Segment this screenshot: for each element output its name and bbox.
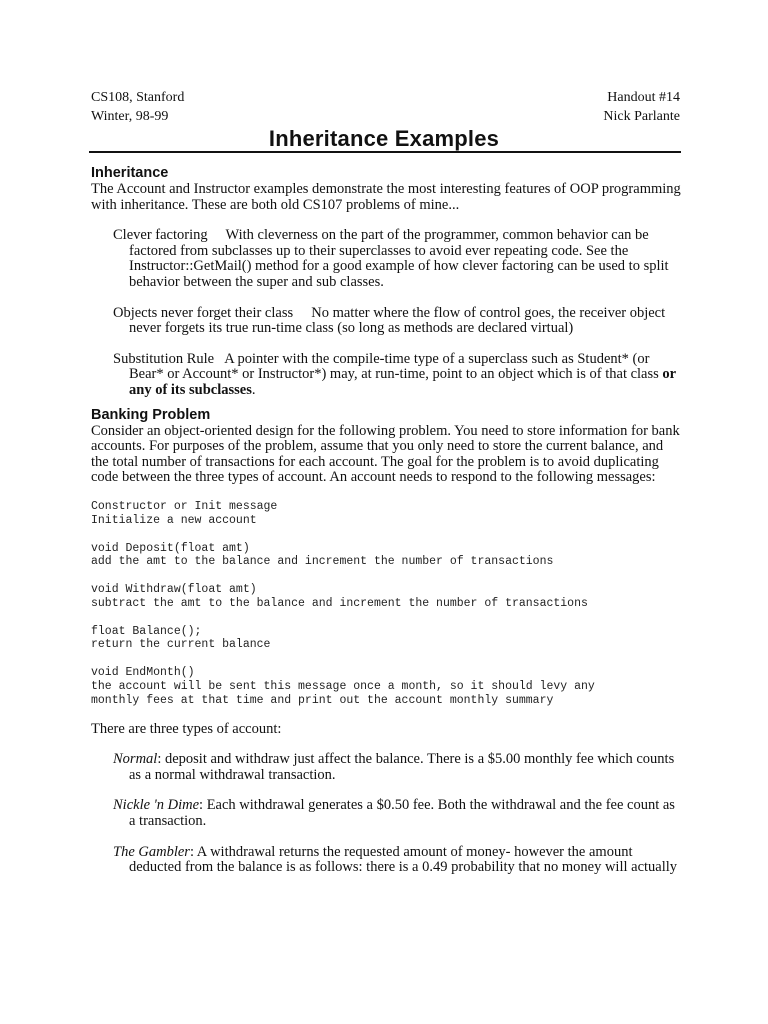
message-signature: void Withdraw(float amt) [91,583,257,597]
message-item [91,625,683,653]
message-description: subtract the amt to the balance and increment the number of transactions [91,596,588,610]
item-term: Clever factoring [113,227,208,244]
document-body [91,164,683,876]
account-type-name: Normal [113,751,158,768]
account-type-text: : A withdrawal returns the requested amount of money- however the amount deducted from the balance is as follows: there is a 0.49 probability that no money will actually [129,843,678,876]
message-item [91,542,683,570]
inheritance-item [113,228,683,290]
account-type [113,798,683,829]
message-item [91,500,683,528]
item-text: With cleverness on the part of the programmer, common behavior can be factored from subclasses up to their superclasses to avoid ever repeating code. See the Instructor::GetMail() method for a good example of how clever factoring can be used to split behavior between the super and sub classes. [129,227,669,290]
message-signature: void Deposit(float amt) [91,541,250,555]
item-term: Substitution Rule [113,350,215,367]
term-label: Winter, 98-99 [91,109,169,124]
page-title: Inheritance Examples [268,126,500,151]
message-signature: void EndMonth() [91,666,195,680]
inheritance-item [113,352,683,399]
author-label: Nick Parlante [603,109,680,124]
handout-label: Handout #14 [607,90,680,105]
banking-heading: Banking Problem [91,406,211,423]
title-rule [89,151,681,153]
message-description: the account will be sent this message once a month, so it should levy any monthly fees at that time and print out the account monthly summary [91,680,595,707]
account-type [113,845,683,876]
item-bold-text: or any of its subclasses [129,366,676,398]
message-list [91,500,683,708]
message-signature: float Balance(); [91,624,202,638]
message-signature: Constructor or Init message [91,499,278,513]
message-item [91,583,683,611]
account-type-text: : deposit and withdraw just affect the balance. There is a $5.00 monthly fee which counts as a normal withdrawal transaction. [129,751,675,783]
inheritance-heading: Inheritance [91,165,169,181]
item-text: No matter where the flow of control goes, the receiver object never forgets its true run-time class (so long as methods are declared virtual) [129,304,666,337]
account-type-text: : Each withdrawal generates a $0.50 fee. Both the withdrawal and the fee count as a transaction. [129,797,675,830]
message-description: Initialize a new account [91,513,257,527]
account-type-name: The Gambler [113,843,190,860]
course-label: CS108, Stanford [91,90,185,105]
account-types-intro: There are three types of account: [91,720,282,737]
header-right [603,88,680,126]
message-description: return the current balance [91,638,271,652]
inheritance-intro: The Account and Instructor examples demonstrate the most interesting features of OOP programming with inheritance. These are both old CS107 problems of mine... [91,181,681,213]
message-description: add the amt to the balance and increment the number of transactions [91,555,554,569]
item-tail: . [251,381,256,398]
header-left [91,88,184,126]
inheritance-item [113,306,683,337]
account-type-name: Nickle 'n Dime [113,797,200,814]
message-item [91,666,683,707]
item-term: Objects never forget their class [113,304,294,321]
item-text: A pointer with the compile-time type of a superclass such as Student* (or Bear* or Account* or Instructor*) may, at run-time, point to an object which is of that class [129,350,659,383]
account-type [113,752,683,783]
banking-intro: Consider an object-oriented design for the following problem. You need to store information for bank accounts. For purposes of the problem, assume that you only need to store the current balance, and the total number of transactions for each account. The goal for the problem is to avoid duplicating code between the three types of account. An account needs to respond to the following messages: [91,422,680,486]
